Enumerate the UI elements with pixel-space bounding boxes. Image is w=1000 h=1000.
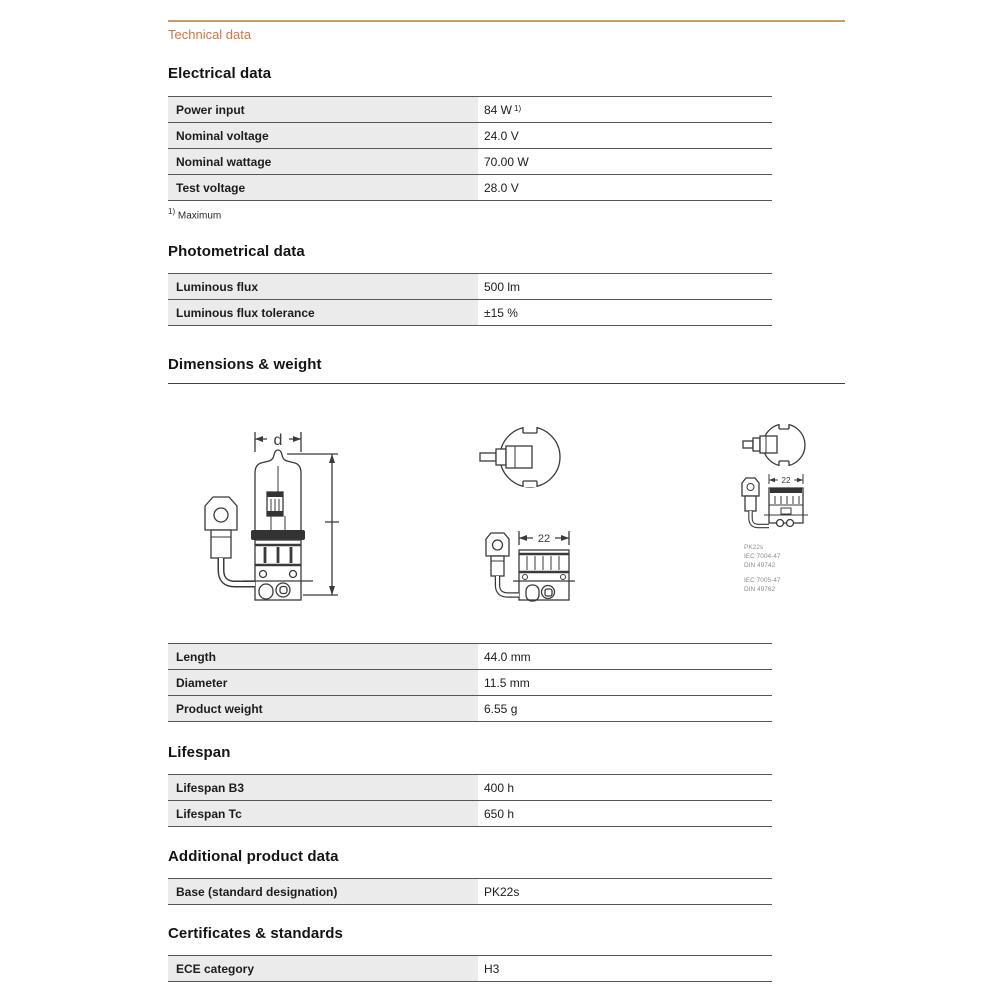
din-base-label: DIN 49742 [744,562,776,569]
row-value: 400 h [484,780,515,795]
footnote-sup: 1) [168,207,176,216]
section-title-certificates: Certificates & standards [168,925,343,942]
row-label: Test voltage [168,175,478,200]
section-title-dimensions: Dimensions & weight [168,356,322,373]
row-value: 11.5 mm [484,675,530,690]
iec-holder-label: IEC 7005-47 [744,577,781,584]
row-value: 6.55 g [484,701,518,716]
bulb-side-view-drawing [195,418,345,608]
table-row [168,774,772,800]
top-accent-line [168,20,845,22]
table-row [168,955,772,981]
table-row [168,669,772,695]
iec-base-label: IEC 7004-47 [744,553,781,560]
table-row [168,174,772,200]
value-text: 84 W [484,102,513,117]
row-label: Lifespan B3 [168,775,478,800]
dimensions-table [168,643,772,722]
row-label: Base (standard designation) [168,879,478,904]
footnote-marker: 1) [514,104,522,113]
footnote-text: Maximum [177,210,222,222]
row-label: Product weight [168,696,478,721]
row-label: Luminous flux [168,274,478,299]
row-label: Length [168,644,478,669]
section-title-additional: Additional product data [168,848,339,865]
table-row [168,148,772,174]
base-top-and-front-view-drawing [478,423,578,608]
row-value: 70.00 W [484,154,529,169]
row-value: 24.0 V [484,128,519,143]
photometrical-table [168,273,772,326]
row-value: 500 lm [484,279,521,294]
electrical-table [168,96,772,201]
row-value: ±15 % [484,305,518,320]
lifespan-table [168,774,772,827]
section-title-photometrical: Photometrical data [168,243,305,260]
table-row [168,800,772,826]
footnote [168,207,221,221]
base-designation-label: PK22s [744,544,764,551]
row-value: 28.0 V [484,180,519,195]
tab-technical-data[interactable]: Technical data [168,27,252,42]
row-label: Power input [168,97,478,122]
table-row [168,273,772,299]
row-value: PK22s [484,884,520,899]
base-standard-drawing [739,419,817,537]
certificates-table [168,955,772,982]
row-value: 44.0 mm [484,649,531,664]
table-row [168,878,772,904]
base-width-dim-label-small: 22 [781,476,791,485]
table-row [168,299,772,325]
base-width-dim-label: 22 [537,533,551,545]
section-title-lifespan: Lifespan [168,744,231,761]
row-label: Nominal wattage [168,149,478,174]
row-value: H3 [484,961,500,976]
row-value: 650 h [484,806,515,821]
din-holder-label: DIN 49762 [744,586,776,593]
diameter-dim-label: d [273,432,283,449]
row-label: Lifespan Tc [168,801,478,826]
row-value [478,97,521,122]
table-row [168,695,772,721]
row-label: Diameter [168,670,478,695]
additional-table [168,878,772,905]
section-divider [168,383,845,384]
base-standards-block [744,543,781,570]
table-row [168,96,772,122]
row-label: ECE category [168,956,478,981]
section-title-electrical: Electrical data [168,65,272,82]
holder-standards-block [744,576,781,594]
row-label: Nominal voltage [168,123,478,148]
table-row [168,122,772,148]
row-label: Luminous flux tolerance [168,300,478,325]
table-row [168,643,772,669]
